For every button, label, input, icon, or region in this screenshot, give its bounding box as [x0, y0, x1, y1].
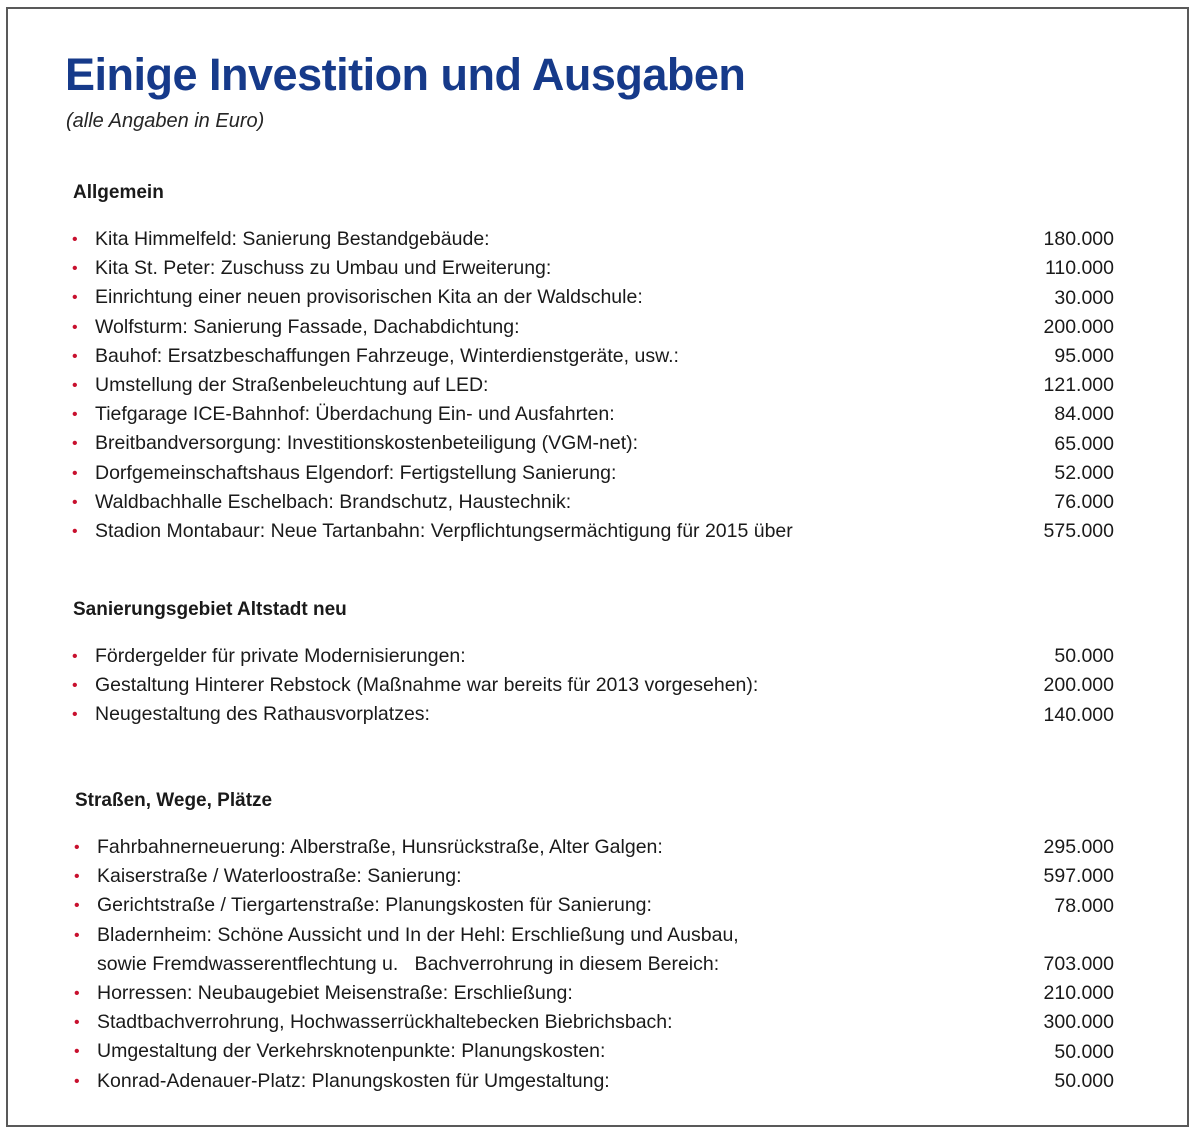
bullet-icon: •	[74, 984, 80, 1002]
bullet-icon: •	[74, 1072, 80, 1090]
item-amount: 210.000	[1043, 982, 1114, 1005]
bullet-icon: •	[72, 706, 78, 724]
list-item	[0, 488, 1200, 517]
list-item	[0, 429, 1200, 458]
item-label-line-2: sowie Fremdwasserentflechtung u. Bachverrohrung in diesem Bereich:	[97, 952, 720, 975]
item-amount: 703.000	[1043, 952, 1114, 975]
item-amount: 76.000	[1054, 490, 1114, 513]
item-amount: 110.000	[1044, 257, 1114, 280]
item-label	[97, 921, 739, 979]
list-item	[0, 459, 1200, 488]
item-label: Fördergelder für private Modernisierungen:	[95, 645, 466, 667]
bullet-icon: •	[72, 347, 78, 365]
item-label: Stadion Montabaur: Neue Tartanbahn: Verpflichtungsermächtigung für 2015 über	[95, 519, 793, 542]
item-amount: 84.000	[1054, 403, 1114, 426]
bullet-icon: •	[74, 897, 80, 915]
section-title: Allgemein	[73, 182, 164, 203]
bullet-icon: •	[74, 1014, 80, 1032]
item-list	[0, 642, 1200, 730]
item-amount: 200.000	[1043, 674, 1114, 697]
list-item	[0, 979, 1200, 1008]
item-list	[0, 833, 1200, 1096]
item-label: Gerichtstraße / Tiergartenstraße: Planungskosten für Sanierung:	[97, 894, 652, 917]
item-amount: 52.000	[1054, 461, 1114, 484]
item-label: Kita St. Peter: Zuschuss zu Umbau und Erweiterung:	[95, 257, 552, 280]
list-item	[0, 254, 1200, 283]
list-item	[0, 517, 1200, 546]
item-amount: 140.000	[1043, 703, 1114, 726]
list-item	[0, 1067, 1200, 1096]
list-item	[0, 283, 1200, 312]
item-amount: 50.000	[1054, 1069, 1114, 1092]
bullet-icon: •	[72, 406, 78, 424]
item-label: Kita Himmelfeld: Sanierung Bestandgebäude:	[95, 228, 490, 250]
list-item	[0, 225, 1200, 254]
section-title: Sanierungsgebiet Altstadt neu	[73, 599, 347, 620]
item-label: Kaiserstraße / Waterloostraße: Sanierung:	[97, 865, 462, 888]
item-amount: 78.000	[1054, 894, 1114, 917]
item-amount: 50.000	[1054, 645, 1114, 668]
bullet-icon: •	[72, 648, 78, 665]
list-item	[0, 921, 1200, 979]
item-label-line-1: Bladernheim: Schöne Aussicht und In der Hehl: Erschließung und Ausbau,	[97, 923, 739, 946]
bullet-icon: •	[72, 464, 78, 482]
bullet-icon: •	[72, 376, 78, 394]
item-label: Fahrbahnerneuerung: Alberstraße, Hunsrückstraße, Alter Galgen:	[97, 836, 663, 858]
bullet-icon: •	[72, 318, 78, 336]
item-amount: 30.000	[1054, 286, 1114, 309]
item-label: Stadtbachverrohrung, Hochwasserrückhaltebecken Biebrichsbach:	[97, 1011, 673, 1034]
list-item	[0, 833, 1200, 862]
list-item	[0, 862, 1200, 891]
item-amount: 575.000	[1043, 520, 1114, 543]
item-amount: 597.000	[1043, 865, 1114, 888]
item-label: Breitbandversorgung: Investitionskostenbeteiligung (VGM-net):	[95, 432, 639, 455]
list-item	[0, 642, 1200, 671]
list-item	[0, 700, 1200, 729]
item-amount: 180.000	[1043, 228, 1114, 251]
bullet-icon: •	[72, 493, 78, 511]
list-item	[0, 313, 1200, 342]
list-item	[0, 891, 1200, 920]
item-label: Waldbachhalle Eschelbach: Brandschutz, Haustechnik:	[95, 490, 572, 513]
item-label: Dorfgemeinschaftshaus Elgendorf: Fertigstellung Sanierung:	[95, 461, 617, 484]
item-amount: 65.000	[1054, 432, 1114, 455]
list-item	[0, 671, 1200, 700]
item-label: Bauhof: Ersatzbeschaffungen Fahrzeuge, Winterdienstgeräte, usw.:	[95, 344, 679, 367]
bullet-icon: •	[72, 522, 78, 540]
bullet-icon: •	[72, 677, 78, 695]
page-title: Einige Investition und Ausgaben	[65, 49, 746, 100]
list-item	[0, 1008, 1200, 1037]
bullet-icon: •	[72, 231, 78, 248]
item-label: Einrichtung einer neuen provisorischen Kita an der Waldschule:	[95, 286, 643, 309]
bullet-icon: •	[74, 839, 80, 856]
item-label: Umstellung der Straßenbeleuchtung auf LED:	[95, 373, 489, 396]
item-amount: 50.000	[1054, 1040, 1114, 1063]
item-label: Wolfsturm: Sanierung Fassade, Dachabdichtung:	[95, 315, 520, 338]
item-list	[0, 225, 1200, 546]
page-subtitle: (alle Angaben in Euro)	[66, 110, 265, 132]
section-title: Straßen, Wege, Plätze	[75, 790, 273, 811]
item-label: Umgestaltung der Verkehrsknotenpunkte: Planungskosten:	[97, 1040, 606, 1063]
item-label: Konrad-Adenauer-Platz: Planungskosten für Umgestaltung:	[97, 1069, 610, 1092]
bullet-icon: •	[72, 289, 78, 307]
bullet-icon: •	[74, 1043, 80, 1061]
item-amount: 300.000	[1043, 1011, 1114, 1034]
bullet-icon: •	[72, 435, 78, 453]
list-item	[0, 342, 1200, 371]
item-amount: 95.000	[1054, 344, 1114, 367]
list-item	[0, 371, 1200, 400]
list-item	[0, 400, 1200, 429]
item-label: Neugestaltung des Rathausvorplatzes:	[95, 703, 430, 726]
item-amount: 200.000	[1043, 315, 1114, 338]
item-label: Gestaltung Hinterer Rebstock (Maßnahme war bereits für 2013 vorgesehen):	[95, 674, 759, 697]
item-amount: 121.000	[1043, 374, 1114, 397]
item-label: Horressen: Neubaugebiet Meisenstraße: Erschließung:	[97, 981, 573, 1004]
bullet-icon: •	[74, 926, 80, 944]
list-item	[0, 1037, 1200, 1066]
bullet-icon: •	[74, 868, 80, 886]
item-amount: 295.000	[1043, 836, 1114, 859]
item-label: Tiefgarage ICE-Bahnhof: Überdachung Ein- und Ausfahrten:	[95, 403, 615, 426]
bullet-icon: •	[72, 260, 78, 278]
